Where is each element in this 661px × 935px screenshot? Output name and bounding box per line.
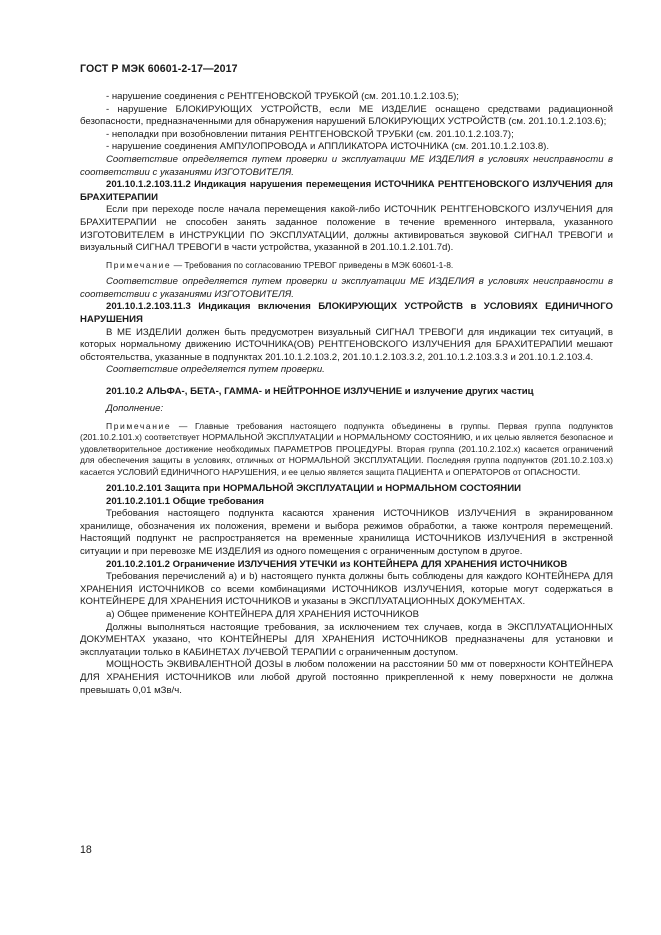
document-header: ГОСТ Р МЭК 60601-2-17—2017 xyxy=(80,63,238,75)
page-number: 18 xyxy=(80,844,92,856)
compliance-text: Соответствие определяется путем проверки и эксплуатации МЕ ИЗДЕЛИЯ в условиях неисправности в соответствии с указаниями ИЗГОТОВИТЕЛЯ. xyxy=(80,153,613,178)
section-heading: 201.10.2.101.2 Ограничение ИЗЛУЧЕНИЯ УТЕЧКИ из КОНТЕЙНЕРА ДЛЯ ХРАНЕНИЯ ИСТОЧНИКОВ xyxy=(106,558,568,570)
compliance-text: Соответствие определяется путем проверки и эксплуатации МЕ ИЗДЕЛИЯ в условиях неисправности в соответствии с указаниями ИЗГОТОВИТЕЛЯ. xyxy=(80,276,613,300)
section-heading: 201.10.1.2.103.11.3 Индикация включения БЛОКИРУЮЩИХ УСТРОЙСТВ в УСЛОВИЯХ ЕДИНИЧНОГО НАРУШЕНИЯ xyxy=(80,301,613,325)
paragraph: Требования перечислений а) и b) настоящего пункта должны быть соблюдены для каждого КОНТЕЙНЕРА ДЛЯ ХРАНЕНИЯ ИСТОЧНИКОВ со всеми комбинациями ИСТОЧНИКОВ ИЗЛУЧЕНИЯ, которые могут содержаться в КОНТЕЙНЕРЕ ДЛЯ ХРАНЕНИЯ ИСТОЧНИКОВ и указаны в ЭКСПЛУАТАЦИОННЫХ ДОКУМЕНТАХ. xyxy=(80,571,613,608)
note-label: Примечание xyxy=(106,259,172,270)
note xyxy=(80,260,613,271)
addition-label: Дополнение: xyxy=(106,403,164,415)
section-heading: 201.10.2.101.1 Общие требования xyxy=(106,495,265,507)
paragraph: В МЕ ИЗДЕЛИИ должен быть предусмотрен визуальный СИГНАЛ ТРЕВОГИ для индикации тех ситуаций, в которых нормальному движению ИСТОЧНИКА(ОВ) РЕНТГЕНОВСКОГО ИЗЛУЧЕНИЯ для БРАХИТЕРАПИИ мешают обстоятельства, указанные в подпунктах 201.10.1.2.103.2, 201.10.1.2.103.3.2, 201.10.1.2.103.3.3 и 201.10.1.2.103.4. xyxy=(80,326,613,363)
note-text: — Требования по согласованию ТРЕВОГ приведены в МЭК 60601-1-8. xyxy=(171,259,454,270)
document-body xyxy=(80,91,613,697)
paragraph: - неполадки при возобновлении питания РЕНТГЕНОВСКОЙ ТРУБКИ (см. 201.10.1.2.103.7); xyxy=(106,128,514,140)
note-text: — Главные требования настоящего подпункта объединены в группы. Первая группа подпунктов (201.10.2.101.х) соответствует НОРМАЛЬНОЙ ЭКСПЛУАТАЦИИ и НОРМАЛЬНОМУ СОСТОЯНИЮ, и их целью является безопасное и удовлетворительное достижение необходимых ПАРАМЕТРОВ ПРОЦЕДУРЫ. Вторая группа (201.10.2.102.х) касается ограничений для обеспечения защиты в условиях, отличных от НОРМАЛЬНОЙ ЭКСПЛУАТАЦИИ. Последняя группа подпунктов (201.10.2.103.х) касается УСЛОВИЙ ЕДИНИЧНОГО НАРУШЕНИЯ, и ее целью является защита ПАЦИЕНТА и ОПЕРАТОРОВ от ОПАСНОСТИ. xyxy=(80,421,613,477)
paragraph: - нарушение соединения с РЕНТГЕНОВСКОЙ ТРУБКОЙ (см. 201.10.1.2.103.5); xyxy=(106,91,459,102)
section-heading: 201.10.1.2.103.11.2 Индикация нарушения перемещения ИСТОЧНИКА РЕНТГЕНОВСКОГО ИЗЛУЧЕНИЯ для БРАХИТЕРАПИИ xyxy=(80,179,613,203)
paragraph: МОЩНОСТЬ ЭКВИВАЛЕНТНОЙ ДОЗЫ в любом положении на расстоянии 50 мм от поверхности КОНТЕЙНЕРА ДЛЯ ХРАНЕНИЯ ИСТОЧНИКОВ или любой другой постоянно прикрепленной к нему поверхности не должна превышать 0,01 мЗв/ч. xyxy=(80,659,613,696)
paragraph: - нарушение соединения АМПУЛОПРОВОДА и АППЛИКАТОРА ИСТОЧНИКА (см. 201.10.1.2.103.8). xyxy=(106,141,550,153)
compliance-text: Соответствие определяется путем проверки. xyxy=(106,364,325,376)
paragraph: - нарушение БЛОКИРУЮЩИХ УСТРОЙСТВ, если МЕ ИЗДЕЛИЕ оснащено средствами радиационной безопасности, предназначенными для обнаружения нарушений БЛОКИРУЮЩИХ УСТРОЙСТВ (см. 201.10.1.2.103.6); xyxy=(80,103,613,128)
section-heading: 201.10.2.101 Защита при НОРМАЛЬНОЙ ЭКСПЛУАТАЦИИ и НОРМАЛЬНОМ СОСТОЯНИИ xyxy=(106,483,522,495)
note-label: Примечание xyxy=(106,421,172,432)
list-item: а) Общее применение КОНТЕЙНЕРА ДЛЯ ХРАНЕНИЯ ИСТОЧНИКОВ xyxy=(106,609,419,621)
paragraph: Должны выполняться настоящие требования, за исключением тех случаев, когда в ЭКСПЛУАТАЦИОННЫХ ДОКУМЕНТАХ указано, что КОНТЕЙНЕРЫ ДЛЯ ХРАНЕНИЯ ИСТОЧНИКОВ предназначены для установки и эксплуатации только в КАБИНЕТАХ ЛУЧЕВОЙ ТЕРАПИИ с ограниченным доступом. xyxy=(80,621,613,658)
paragraph: Если при переходе после начала перемещения какой-либо ИСТОЧНИК РЕНТГЕНОВСКОГО ИЗЛУЧЕНИЯ для БРАХИТЕРАПИИ не способен занять заданное положение в течение временного интервала, указанного ИЗГОТОВИТЕЛЕМ в ИНСТРУКЦИИ ПО ЭКСПЛУАТАЦИИ, должны активироваться звуковой СИГНАЛ ТРЕВОГИ и визуальный СИГНАЛ ТРЕВОГИ в части устройства, указанной в 201.10.1.2.101.7d). xyxy=(80,204,613,254)
section-heading: 201.10.2 АЛЬФА-, БЕТА-, ГАММА- и НЕЙТРОННОЕ ИЗЛУЧЕНИЕ и излучение других частиц xyxy=(106,385,534,397)
note xyxy=(80,421,613,478)
paragraph: Требования настоящего подпункта касаются хранения ИСТОЧНИКОВ ИЗЛУЧЕНИЯ в экранированном хранилище, обозначения их положения, времени и выбора режимов обработки, а также контроля перемещений. Настоящий подпункт не распространяется на временные хранилища ИСТОЧНИКОВ ИЗЛУЧЕНИЯ в экстренной ситуации и при перевозке МЕ ИЗДЕЛИЯ из одного помещения с ограниченным доступом в другое. xyxy=(80,508,613,558)
